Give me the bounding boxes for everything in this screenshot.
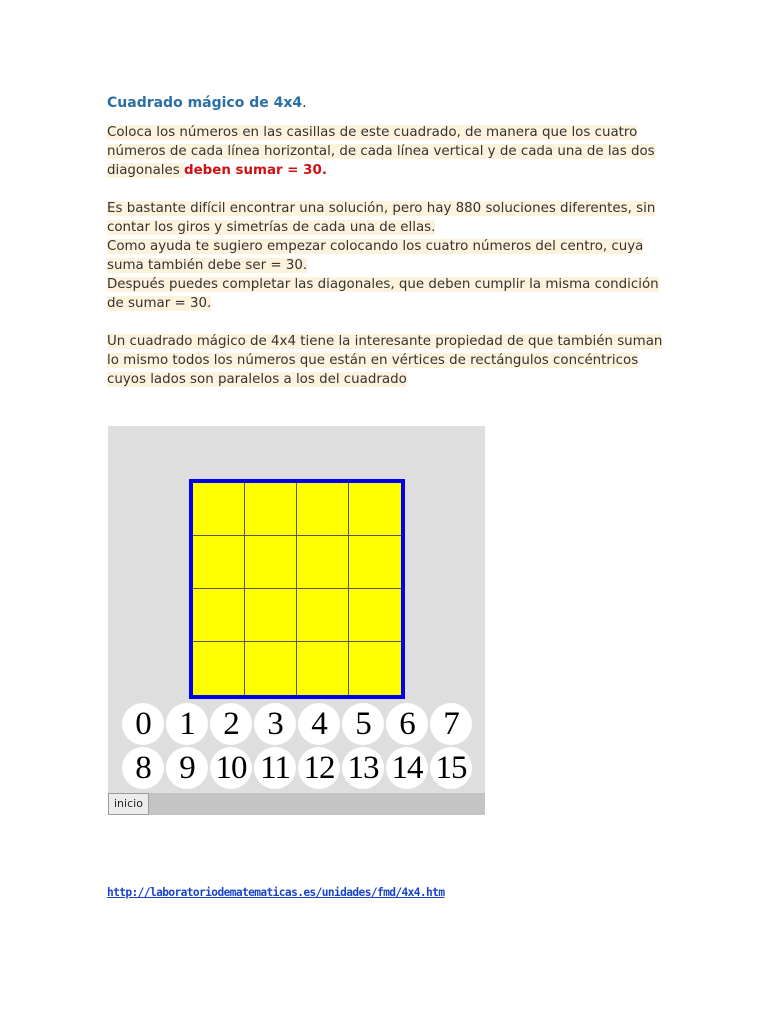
property-paragraph: Un cuadrado mágico de 4x4 tiene la interesante propiedad de que también suman lo mismo todos los números que están en vértices de rectángulos concéntricos cuyos lados son paralelos a los del cuadrado	[107, 334, 663, 387]
number-tile[interactable]	[429, 702, 473, 746]
number-tile-label: 10	[210, 747, 252, 789]
sum-condition: deben sumar = 30.	[184, 163, 327, 178]
number-tile[interactable]	[253, 746, 297, 790]
number-tile-label: 3	[254, 703, 296, 745]
tiles-row-1	[121, 702, 473, 746]
magic-square-applet[interactable]	[108, 426, 485, 815]
number-tile[interactable]	[253, 702, 297, 746]
number-tile-label: 9	[166, 747, 208, 789]
number-tile[interactable]	[341, 746, 385, 790]
number-tile[interactable]	[165, 746, 209, 790]
grid-cell[interactable]	[193, 536, 245, 589]
number-tile-label: 4	[298, 703, 340, 745]
number-tile[interactable]	[429, 746, 473, 790]
grid-cell[interactable]	[349, 642, 401, 695]
grid-cell[interactable]	[349, 536, 401, 589]
grid-cell[interactable]	[297, 642, 349, 695]
number-tile-label: 5	[342, 703, 384, 745]
number-tile-label: 13	[342, 747, 384, 789]
grid-cell[interactable]	[349, 589, 401, 642]
grid-cell[interactable]	[297, 483, 349, 536]
grid-cell[interactable]	[193, 642, 245, 695]
number-tile-label: 14	[386, 747, 428, 789]
number-tile-label: 1	[166, 703, 208, 745]
article	[107, 93, 667, 389]
number-tile[interactable]	[209, 746, 253, 790]
grid-cell[interactable]	[245, 536, 297, 589]
number-tile[interactable]	[297, 702, 341, 746]
number-tile-label: 8	[122, 747, 164, 789]
article-title: Cuadrado mágico de 4x4.	[107, 95, 307, 111]
number-tile[interactable]	[341, 702, 385, 746]
grid-cell[interactable]	[193, 589, 245, 642]
number-tile-label: 0	[122, 703, 164, 745]
grid-cell[interactable]	[297, 589, 349, 642]
magic-square-grid[interactable]	[189, 479, 405, 699]
number-tile-label: 6	[386, 703, 428, 745]
number-tile-label: 7	[430, 703, 472, 745]
number-tile-label: 12	[298, 747, 340, 789]
number-tile-label: 11	[254, 747, 296, 789]
grid-cell[interactable]	[245, 483, 297, 536]
hint-paragraph: Como ayuda te sugiero empezar colocando los cuatro números del centro, cuya suma también debe ser = 30.	[107, 239, 644, 273]
instructions-paragraph: Coloca los números en las casillas de este cuadrado, de manera que los cuatro números de cada línea horizontal, de cada línea vertical y de cada una de las dos diagonales deben sumar = 30.	[107, 125, 655, 178]
grid-cell[interactable]	[245, 589, 297, 642]
number-tiles	[121, 702, 473, 790]
number-tile[interactable]	[121, 746, 165, 790]
grid-cell[interactable]	[349, 483, 401, 536]
applet-bottom-bar	[108, 793, 485, 815]
reset-button[interactable]: inicio	[108, 793, 149, 815]
grid-cell[interactable]	[193, 483, 245, 536]
source-link[interactable]: http://laboratoriodematematicas.es/unidades/fmd/4x4.htm	[107, 886, 445, 899]
number-tile[interactable]	[165, 702, 209, 746]
number-tile[interactable]	[209, 702, 253, 746]
number-tile[interactable]	[385, 746, 429, 790]
grid-cell[interactable]	[297, 536, 349, 589]
grid-cell[interactable]	[245, 642, 297, 695]
diagonals-paragraph: Después puedes completar las diagonales, que deben cumplir la misma condición de sumar = 30.	[107, 277, 659, 311]
tiles-row-2	[121, 746, 473, 790]
number-tile[interactable]	[121, 702, 165, 746]
number-tile-label: 15	[430, 747, 472, 789]
number-tile[interactable]	[297, 746, 341, 790]
number-tile-label: 2	[210, 703, 252, 745]
number-tile[interactable]	[385, 702, 429, 746]
difficulty-paragraph: Es bastante difícil encontrar una solución, pero hay 880 soluciones diferentes, sin contar los giros y simetrías de cada una de ellas.	[107, 201, 656, 235]
